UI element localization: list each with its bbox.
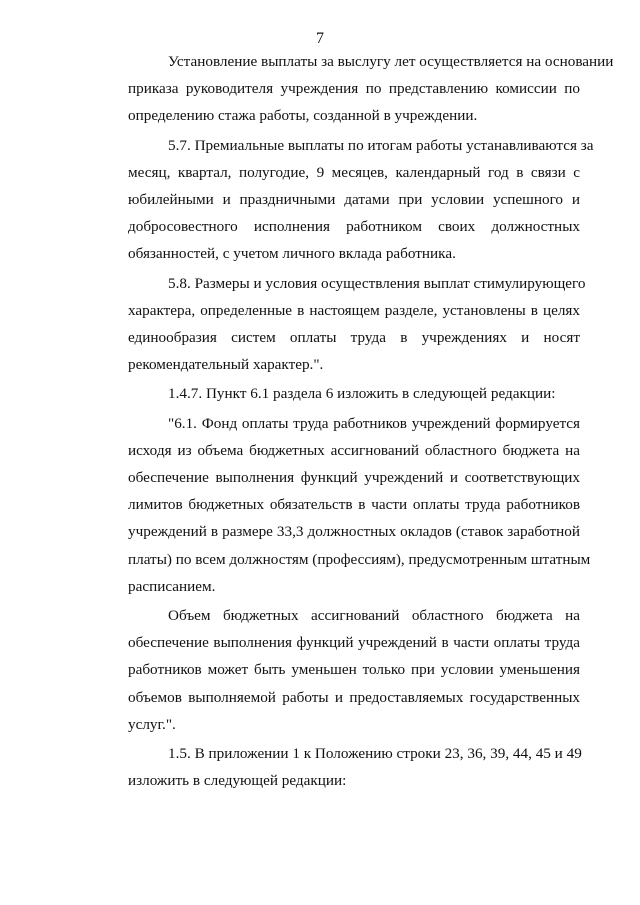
text-line: добросовестного исполнения работником своих должностных (128, 218, 580, 236)
text-line: учреждений в размере 33,3 должностных окладов (ставок заработной (128, 523, 580, 541)
paragraph-1-5 (88, 740, 580, 794)
text-line: лимитов бюджетных обязательств в части оплаты труда работников (128, 496, 580, 514)
text-line: месяц, квартал, полугодие, 9 месяцев, календарный год в связи с (128, 163, 580, 181)
text-line: приказа руководителя учреждения по представлению комиссии по (128, 80, 580, 98)
text-line: "6.1. Фонд оплаты труда работников учреждений формируется (168, 414, 580, 432)
text-line: обеспечение выполнения функций учреждений в части оплаты труда (128, 634, 580, 652)
text-line: определению стажа работы, созданной в учреждении. (128, 107, 478, 125)
document-body (88, 48, 614, 794)
text-line: работников может быть уменьшен только при условии уменьшения (128, 661, 580, 679)
paragraph-1-4-7 (88, 380, 580, 407)
text-line: обеспечение выполнения функций учреждений и соответствующих (128, 469, 580, 487)
paragraph-budget-volume (88, 602, 580, 738)
text-line: объемов выполняемой работы и предоставляемых государственных (128, 688, 580, 706)
text-line: Объем бюджетных ассигнований областного бюджета на (168, 607, 580, 625)
text-line: изложить в следующей редакции: (128, 772, 347, 790)
text-line: 5.7. Премиальные выплаты по итогам работы устанавливаются за (168, 136, 594, 154)
text-line: расписанием. (128, 577, 216, 595)
text-line: юбилейными и праздничными датами при условии успешного и (128, 191, 580, 209)
text-line: рекомендательный характер.". (128, 356, 324, 374)
page-number: 7 (316, 30, 324, 47)
text-line: Установление выплаты за выслугу лет осуществляется на основании (168, 53, 614, 70)
text-line: единообразия систем оплаты труда в учреждениях и носят (128, 329, 580, 347)
paragraph-5-7 (88, 132, 594, 268)
paragraph-6-1 (88, 410, 591, 600)
text-line: услуг.". (128, 715, 176, 733)
text-line: 1.4.7. Пункт 6.1 раздела 6 изложить в следующей редакции: (168, 385, 556, 403)
paragraph-5-8 (88, 270, 586, 379)
paragraph-seniority-bonus (88, 48, 614, 130)
text-line: исходя из объема бюджетных ассигнований областного бюджета на (128, 441, 580, 459)
text-line: характера, определенные в настоящем разделе, установлены в целях (128, 301, 580, 319)
text-line: обязанностей, с учетом личного вклада работника. (128, 245, 456, 263)
text-line: 1.5. В приложении 1 к Положению строки 23, 36, 39, 44, 45 и 49 (168, 745, 582, 763)
text-line: 5.8. Размеры и условия осуществления выплат стимулирующего (168, 274, 586, 292)
text-line: платы) по всем должностям (профессиям), предусмотренным штатным (128, 550, 591, 568)
